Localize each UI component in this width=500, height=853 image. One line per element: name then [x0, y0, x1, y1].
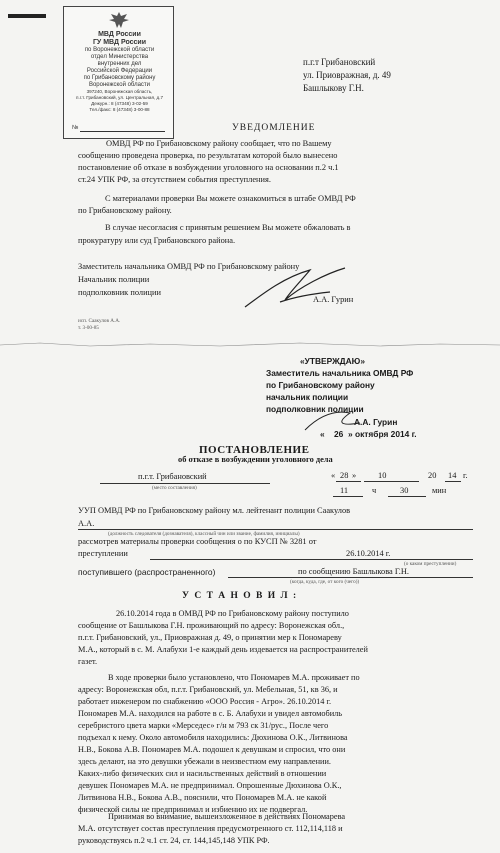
body-line: п.г.т. Грибановский, ул., Приовражная д. 49, о принятии мер к Пономареву	[78, 633, 342, 642]
decree-date-day: 28	[340, 471, 349, 480]
reviewed-date: 26.10.2014 г.	[346, 549, 391, 558]
body-line: адресу: Воронежская обл, п.г.т. Грибановский, ул. Мебельная, 51, кв 36, и	[78, 685, 338, 694]
approve-date-rest: » октября 2014 г.	[348, 429, 417, 439]
body-line: физической силы не предпринимал и избиению их не подвергал.	[78, 805, 308, 814]
approve-line: по Грибановскому району	[266, 380, 375, 390]
decree-body-findings	[78, 672, 473, 816]
reviewed-caption: (о каком преступлении)	[404, 561, 457, 567]
stamp-line: 397240, Воронежская область,	[86, 89, 153, 94]
body-line: Пономарев М.А. находился на работе в с. Б. Алабухи и увидел автомобиль	[78, 709, 343, 718]
recipient-city: п.г.т Грибановский	[303, 57, 376, 67]
decree-subtitle: об отказе в возбуждении уголовного дела	[178, 455, 333, 464]
body-line: Принимая во внимание, вышеизложенное в действиях Пономарева	[108, 812, 346, 821]
stamp-line: п.г.т. Грибановский, ул. Центральная, д.7	[75, 95, 164, 100]
body-line: подъехал к нему. Около автомобиля находились: Дюхинова О.К., Литвинова	[78, 733, 348, 742]
stamp-line: МВД России	[98, 31, 141, 38]
decree-date-month: 10	[378, 471, 387, 480]
notice-line: С материалами проверки Вы можете ознакомиться в штабе ОМВД РФ	[105, 194, 356, 203]
time-hours: 11	[340, 486, 349, 495]
decree-body-conclusion	[78, 811, 473, 847]
decree-date-century: 20	[428, 471, 437, 480]
stamp-line: по Грибановскому району	[83, 75, 156, 81]
decree-place: п.г.т. Грибановский	[138, 472, 207, 481]
body-line: здесь делают, на это девушки убежали в неизвестном ему направлении.	[78, 757, 331, 766]
signer-position: Заместитель начальника ОМВД РФ по Грибановскому району	[78, 262, 300, 271]
approve-line: Заместитель начальника ОМВД РФ	[266, 368, 414, 378]
approve-title: «УТВЕРЖДАЮ»	[300, 356, 365, 366]
stamp-line: Российской Федерации	[86, 68, 153, 74]
received-caption: (когда, куда, где, от кого (чего))	[290, 579, 360, 585]
notice-line: сообщению проведена проверка, по результатам которой было вынесено	[78, 151, 338, 160]
received-label: поступившего (распространенного)	[78, 567, 216, 577]
signer-name: А.А. Гурин	[313, 295, 354, 304]
approve-line: начальник полиции	[266, 392, 349, 402]
page-tear-divider	[0, 340, 500, 350]
approve-date-day: 26	[334, 429, 344, 439]
approve-date-open: «	[320, 429, 325, 439]
notice-line: по Грибановскому району.	[78, 206, 172, 215]
stamp-number-label: №	[72, 125, 79, 131]
time-minutes: 30	[400, 486, 409, 495]
body-line: девушек Пономарев М.А. не предпринимал. Опрошенные Дюхинова О.К.,	[78, 781, 342, 790]
decree-date-suffix: г.	[463, 471, 468, 480]
body-line: 26.10.2014 года в ОМВД РФ по Грибановскому району поступило	[116, 609, 349, 618]
time-minutes-label: мин	[432, 486, 447, 495]
place-caption: (место составления)	[152, 485, 197, 491]
body-line: Литвинова Н.В., Бокова А.В., пояснили, что Пономарев М.А. не какой	[78, 793, 327, 802]
eagle-emblem-icon	[108, 11, 130, 29]
notice-line: В случае несогласия с принятым решением Вы можете обжаловать в	[105, 223, 351, 232]
body-line: серебристого цвета марки «Мерседес» г/н м 793 ск 31/рус., После чего	[78, 721, 329, 730]
approve-name: А.А. Гурин	[354, 417, 398, 427]
notice-line: постановление об отказе в возбуждении уголовного на основании п.2 ч.1	[78, 163, 339, 172]
signer-position: Начальник полиции	[78, 275, 150, 284]
established-heading: У С Т А Н О В И Л :	[182, 591, 298, 601]
notice-line: ОМВД РФ по Грибановскому району сообщает, что по Вашему	[106, 139, 332, 148]
decree-date-year: 14	[448, 471, 457, 480]
notice-line: ст.24 УПК РФ, за отсутствием события преступления.	[78, 175, 271, 184]
body-line: М.А. отсутствует состав преступления предусмотренного ст. 112,114,118 и	[78, 824, 343, 833]
stamp-line: отдел Министерства	[90, 54, 149, 60]
reviewed-crime: преступлении	[78, 549, 128, 558]
stamp-line: Тел./факс: 8 (47348) 3-00-88	[89, 107, 150, 112]
police-stamp	[63, 6, 174, 139]
signer-position: подполковник полиции	[78, 288, 162, 297]
body-line: сообщение от Башлыкова Г.Н. проживающий по адресу: Воронежская обл.,	[78, 621, 345, 630]
signature-image	[240, 262, 350, 312]
notice-title: УВЕДОМЛЕНИЕ	[232, 123, 316, 133]
stamp-line: по Воронежской области	[84, 47, 155, 53]
stamp-line: Воронежской области	[88, 82, 151, 88]
body-line: газет.	[78, 657, 98, 666]
notice-line: прокуратуру или суд Грибановского района.	[78, 236, 236, 245]
stamp-line: ГУ МВД России	[92, 39, 147, 46]
time-hours-label: ч	[372, 486, 377, 495]
stamp-line: Дежурн.: 8 (47348) 3-02-59	[91, 101, 148, 106]
date-quote-close: »	[352, 471, 357, 480]
date-quote-open: «	[331, 471, 336, 480]
reviewed-line: рассмотрев материалы проверки сообщения о по КУСП № 3281 от	[78, 537, 317, 546]
approval-signature-image	[300, 405, 380, 435]
decree-body-intro	[78, 608, 473, 668]
approve-line: подполковник полиции	[266, 404, 364, 414]
body-line: Н.В., Бокова А.В. Пономарев М.А. подошел к девушкам и спросил, что они	[78, 745, 346, 754]
header-dash	[8, 14, 46, 18]
body-line: Каких-либо физических сил и насильственных действий в отношении	[78, 769, 327, 778]
officer-line: УУП ОМВД РФ по Грибановскому районy мл. лейтенант полиции Саакулов	[78, 506, 351, 515]
decree-title: ПОСТАНОВЛЕНИЕ	[199, 444, 310, 456]
officer-caption: (должность следователя (дознавателя), классный чин или звание, фамилия, инициалы)	[108, 531, 300, 537]
executor-phone: т. 3-00-85	[78, 325, 99, 331]
officer-line-2: А.А.	[78, 519, 95, 528]
body-line: М.А., который в с. М. Алабухи 1-е каждый день издевается на распространителей	[78, 645, 368, 654]
stamp-line: внутренних дел	[97, 61, 142, 67]
body-line: руководствуясь п.2 ч.1 ст. 24, ст. 144,145,148 УПК РФ.	[78, 836, 270, 845]
body-line: работает инженером по снабжению «ООО Россия - Агро». 26.10.2014 г.	[78, 697, 332, 706]
executor-name: исп. Саакулов А.А.	[78, 318, 121, 324]
body-line: В ходе проверки было установлено, что Пономарев М.А. проживает по	[108, 673, 360, 682]
recipient-name: Башлыкову Г.Н.	[303, 83, 364, 93]
received-from: по сообщению Башлыкова Г.Н.	[298, 567, 409, 576]
recipient-street: ул. Приовражная, д. 49	[303, 70, 391, 80]
